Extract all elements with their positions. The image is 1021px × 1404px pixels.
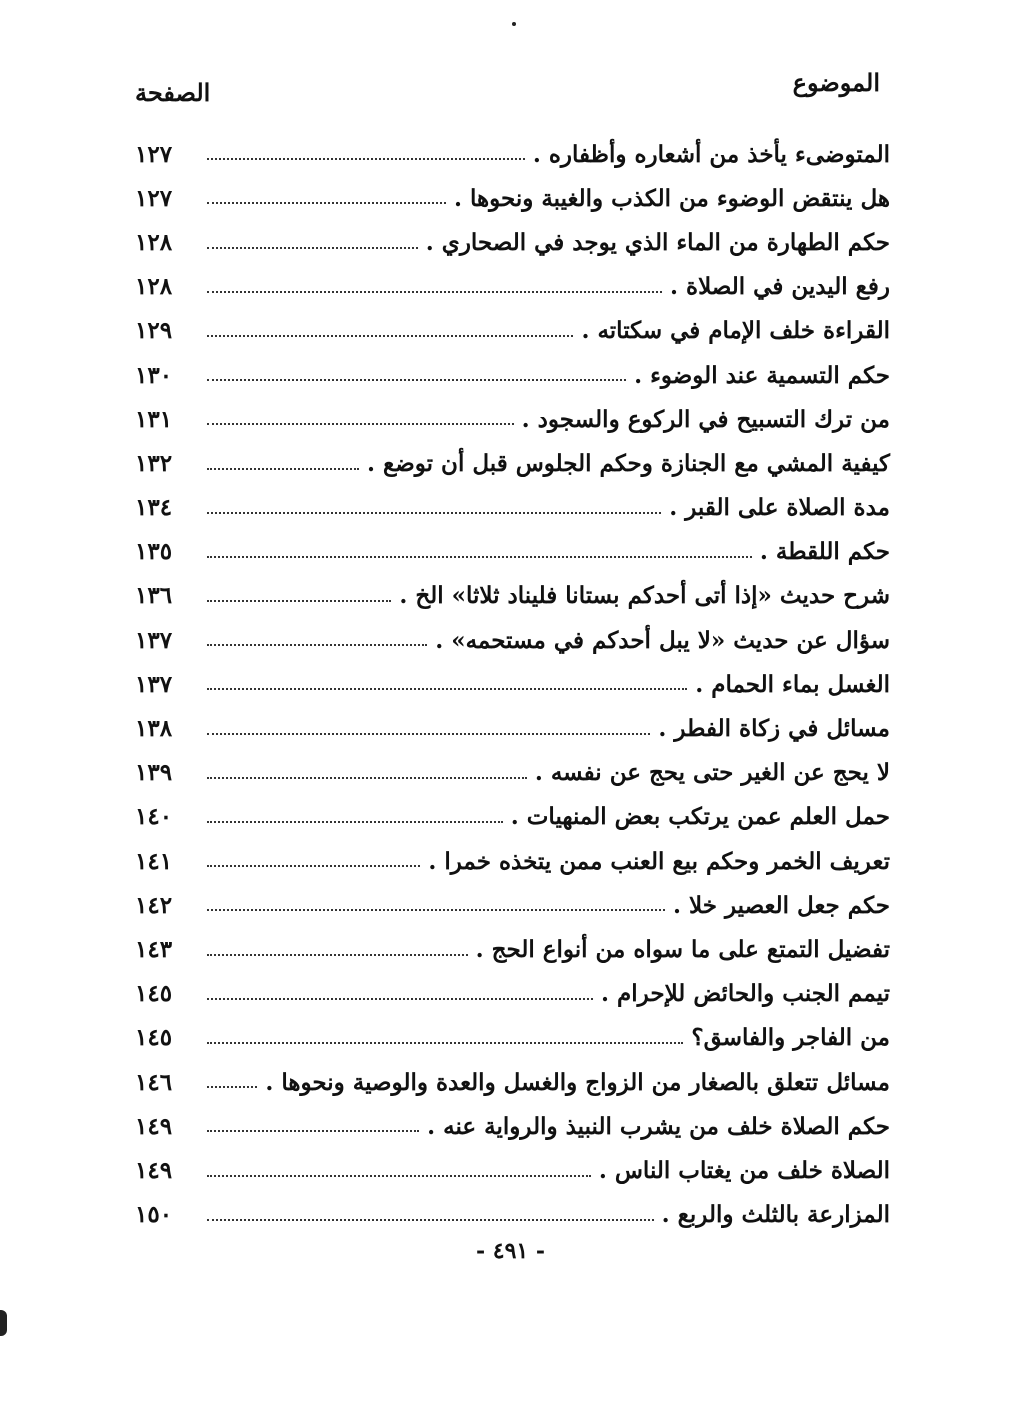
toc-entry-page: ١٣٧ xyxy=(135,670,173,698)
toc-entry-title: لا يحج عن الغير حتى يحج عن نفسه . xyxy=(534,759,890,787)
dot-leader xyxy=(207,733,650,735)
toc-entry xyxy=(135,1008,890,1052)
toc-entry xyxy=(135,566,890,610)
toc-entry xyxy=(135,433,890,477)
toc-entry-title: من الفاجر والفاسق؟ xyxy=(691,1024,890,1052)
toc-entry-title: حكم الصلاة خلف من يشرب النبيذ والرواية عنه . xyxy=(427,1112,890,1140)
toc-entry xyxy=(135,1185,890,1229)
toc-entry-page: ١٣٤ xyxy=(135,494,173,522)
toc-entry xyxy=(135,522,890,566)
toc-entry-page: ١٤٣ xyxy=(135,935,173,963)
toc-entry-title: القراءة خلف الإمام في سكتاته . xyxy=(581,317,890,345)
toc-entry-page: ١٣٢ xyxy=(135,449,173,477)
toc-entry xyxy=(135,610,890,654)
toc-entry xyxy=(135,919,890,963)
toc-entry-page: ١٢٧ xyxy=(135,184,173,212)
toc-entry-title: شرح حديث «إذا أتى أحدكم بستانا فليناد ثلاثا» الخ . xyxy=(399,582,890,610)
toc-entry-title: الصلاة خلف من يغتاب الناس . xyxy=(598,1156,890,1184)
toc-entry xyxy=(135,478,890,522)
toc-entry-page: ١٣٦ xyxy=(135,582,173,610)
toc-entry-page: ١٣٩ xyxy=(135,759,173,787)
toc-entry-title: المزارعة بالثلث والربع . xyxy=(661,1201,890,1229)
toc-entry-page: ١٢٩ xyxy=(135,317,173,345)
ink-speck xyxy=(512,22,516,26)
dot-leader xyxy=(207,335,573,337)
dot-leader xyxy=(207,688,687,690)
toc-entry xyxy=(135,1140,890,1184)
toc-entry-page: ١٤٦ xyxy=(135,1068,173,1096)
dot-leader xyxy=(207,556,752,558)
toc-entry xyxy=(135,124,890,168)
toc-entry-page: ١٤٢ xyxy=(135,891,173,919)
toc-entry-page: ١٣٠ xyxy=(135,361,173,389)
dot-leader xyxy=(207,1130,419,1132)
dot-leader xyxy=(207,1175,591,1177)
toc-entry-page: ١٣٧ xyxy=(135,626,173,654)
toc-entry-title: تعريف الخمر وحكم بيع العنب ممن يتخذه خمرا . xyxy=(428,847,890,875)
dot-leader xyxy=(207,998,593,1000)
toc-entry-page: ١٤٥ xyxy=(135,980,173,1008)
dot-leader xyxy=(207,247,418,249)
dot-leader xyxy=(207,821,503,823)
dot-leader xyxy=(207,512,661,514)
toc-entry-page: ١٣٨ xyxy=(135,715,173,743)
toc-entry-page: ١٢٨ xyxy=(135,273,173,301)
dot-leader xyxy=(207,777,527,779)
toc-entry xyxy=(135,964,890,1008)
dot-leader xyxy=(207,909,665,911)
toc-entry xyxy=(135,345,890,389)
toc-entry-page: ١٤١ xyxy=(135,847,173,875)
toc-entry xyxy=(135,1052,890,1096)
toc-entry xyxy=(135,389,890,433)
dot-leader xyxy=(207,865,420,867)
toc-entry xyxy=(135,301,890,345)
toc-entry-title: هل ينتقض الوضوء من الكذب والغيبة ونحوها . xyxy=(453,184,890,212)
toc-entry-page: ١٢٨ xyxy=(135,228,173,256)
topic-column-label: الموضوع xyxy=(792,68,880,97)
dot-leader xyxy=(207,468,359,470)
toc-entry xyxy=(135,212,890,256)
page-number: - ٤٩١ - xyxy=(475,1238,546,1264)
toc-entry-title: كيفية المشي مع الجنازة وحكم الجلوس قبل أن توضع . xyxy=(366,449,890,477)
toc-entry xyxy=(135,743,890,787)
toc-entry xyxy=(135,698,890,742)
toc-entry-title: تيمم الجنب والحائض للإحرام . xyxy=(601,980,890,1008)
toc-entry xyxy=(135,654,890,698)
toc-entry-title: سؤال عن حديث «لا يبل أحدكم في مستحمه» . xyxy=(435,626,890,654)
toc-entry-page: ١٥٠ xyxy=(135,1201,173,1229)
dot-leader xyxy=(207,379,626,381)
toc-entry-page: ١٤٩ xyxy=(135,1112,173,1140)
toc-entry-page: ١٣١ xyxy=(135,405,173,433)
toc-entry-title: حكم جعل العصير خلا . xyxy=(672,891,890,919)
toc-entry-title: حكم الطهارة من الماء الذي يوجد في الصحاري . xyxy=(425,228,890,256)
dot-leader xyxy=(207,291,662,293)
dot-leader xyxy=(207,1219,654,1221)
toc-entry-title: حمل العلم عمن يرتكب بعض المنهيات . xyxy=(510,803,890,831)
table-of-contents xyxy=(135,124,890,1229)
toc-entry-title: من ترك التسبيح في الركوع والسجود . xyxy=(521,405,890,433)
toc-entry-title: مسائل تتعلق بالصغار من الزواج والغسل والعدة والوصية ونحوها . xyxy=(265,1068,890,1096)
toc-entry-title: المتوضىء يأخذ من أشعاره وأظفاره . xyxy=(532,140,890,168)
dot-leader xyxy=(207,1086,257,1088)
toc-entry xyxy=(135,875,890,919)
toc-entry-title: حكم التسمية عند الوضوء . xyxy=(634,361,890,389)
dot-leader xyxy=(207,954,468,956)
dot-leader xyxy=(207,202,446,204)
dot-leader xyxy=(207,423,514,425)
toc-entry-title: مدة الصلاة على القبر . xyxy=(669,494,890,522)
toc-entry xyxy=(135,787,890,831)
toc-entry-title: حكم اللقطة . xyxy=(759,538,890,566)
binding-edge-mark xyxy=(0,1310,7,1336)
dot-leader xyxy=(207,158,525,160)
toc-entry-title: رفع اليدين في الصلاة . xyxy=(670,273,890,301)
toc-entry xyxy=(135,1096,890,1140)
dot-leader xyxy=(207,644,427,646)
toc-entry-title: الغسل بماء الحمام . xyxy=(695,670,890,698)
toc-entry-page: ١٢٧ xyxy=(135,140,173,168)
toc-entry-title: تفضيل التمتع على ما سواه من أنواع الحج . xyxy=(475,935,890,963)
toc-entry xyxy=(135,168,890,212)
toc-entry-page: ١٤٩ xyxy=(135,1156,173,1184)
page-column-label: الصفحة xyxy=(135,78,211,107)
toc-entry xyxy=(135,831,890,875)
toc-entry-page: ١٤٥ xyxy=(135,1024,173,1052)
dot-leader xyxy=(207,600,391,602)
toc-entry xyxy=(135,257,890,301)
toc-entry-title: مسائل في زكاة الفطر . xyxy=(658,715,890,743)
toc-header xyxy=(135,68,880,108)
toc-entry-page: ١٤٠ xyxy=(135,803,173,831)
dot-leader xyxy=(207,1042,683,1044)
toc-entry-page: ١٣٥ xyxy=(135,538,173,566)
